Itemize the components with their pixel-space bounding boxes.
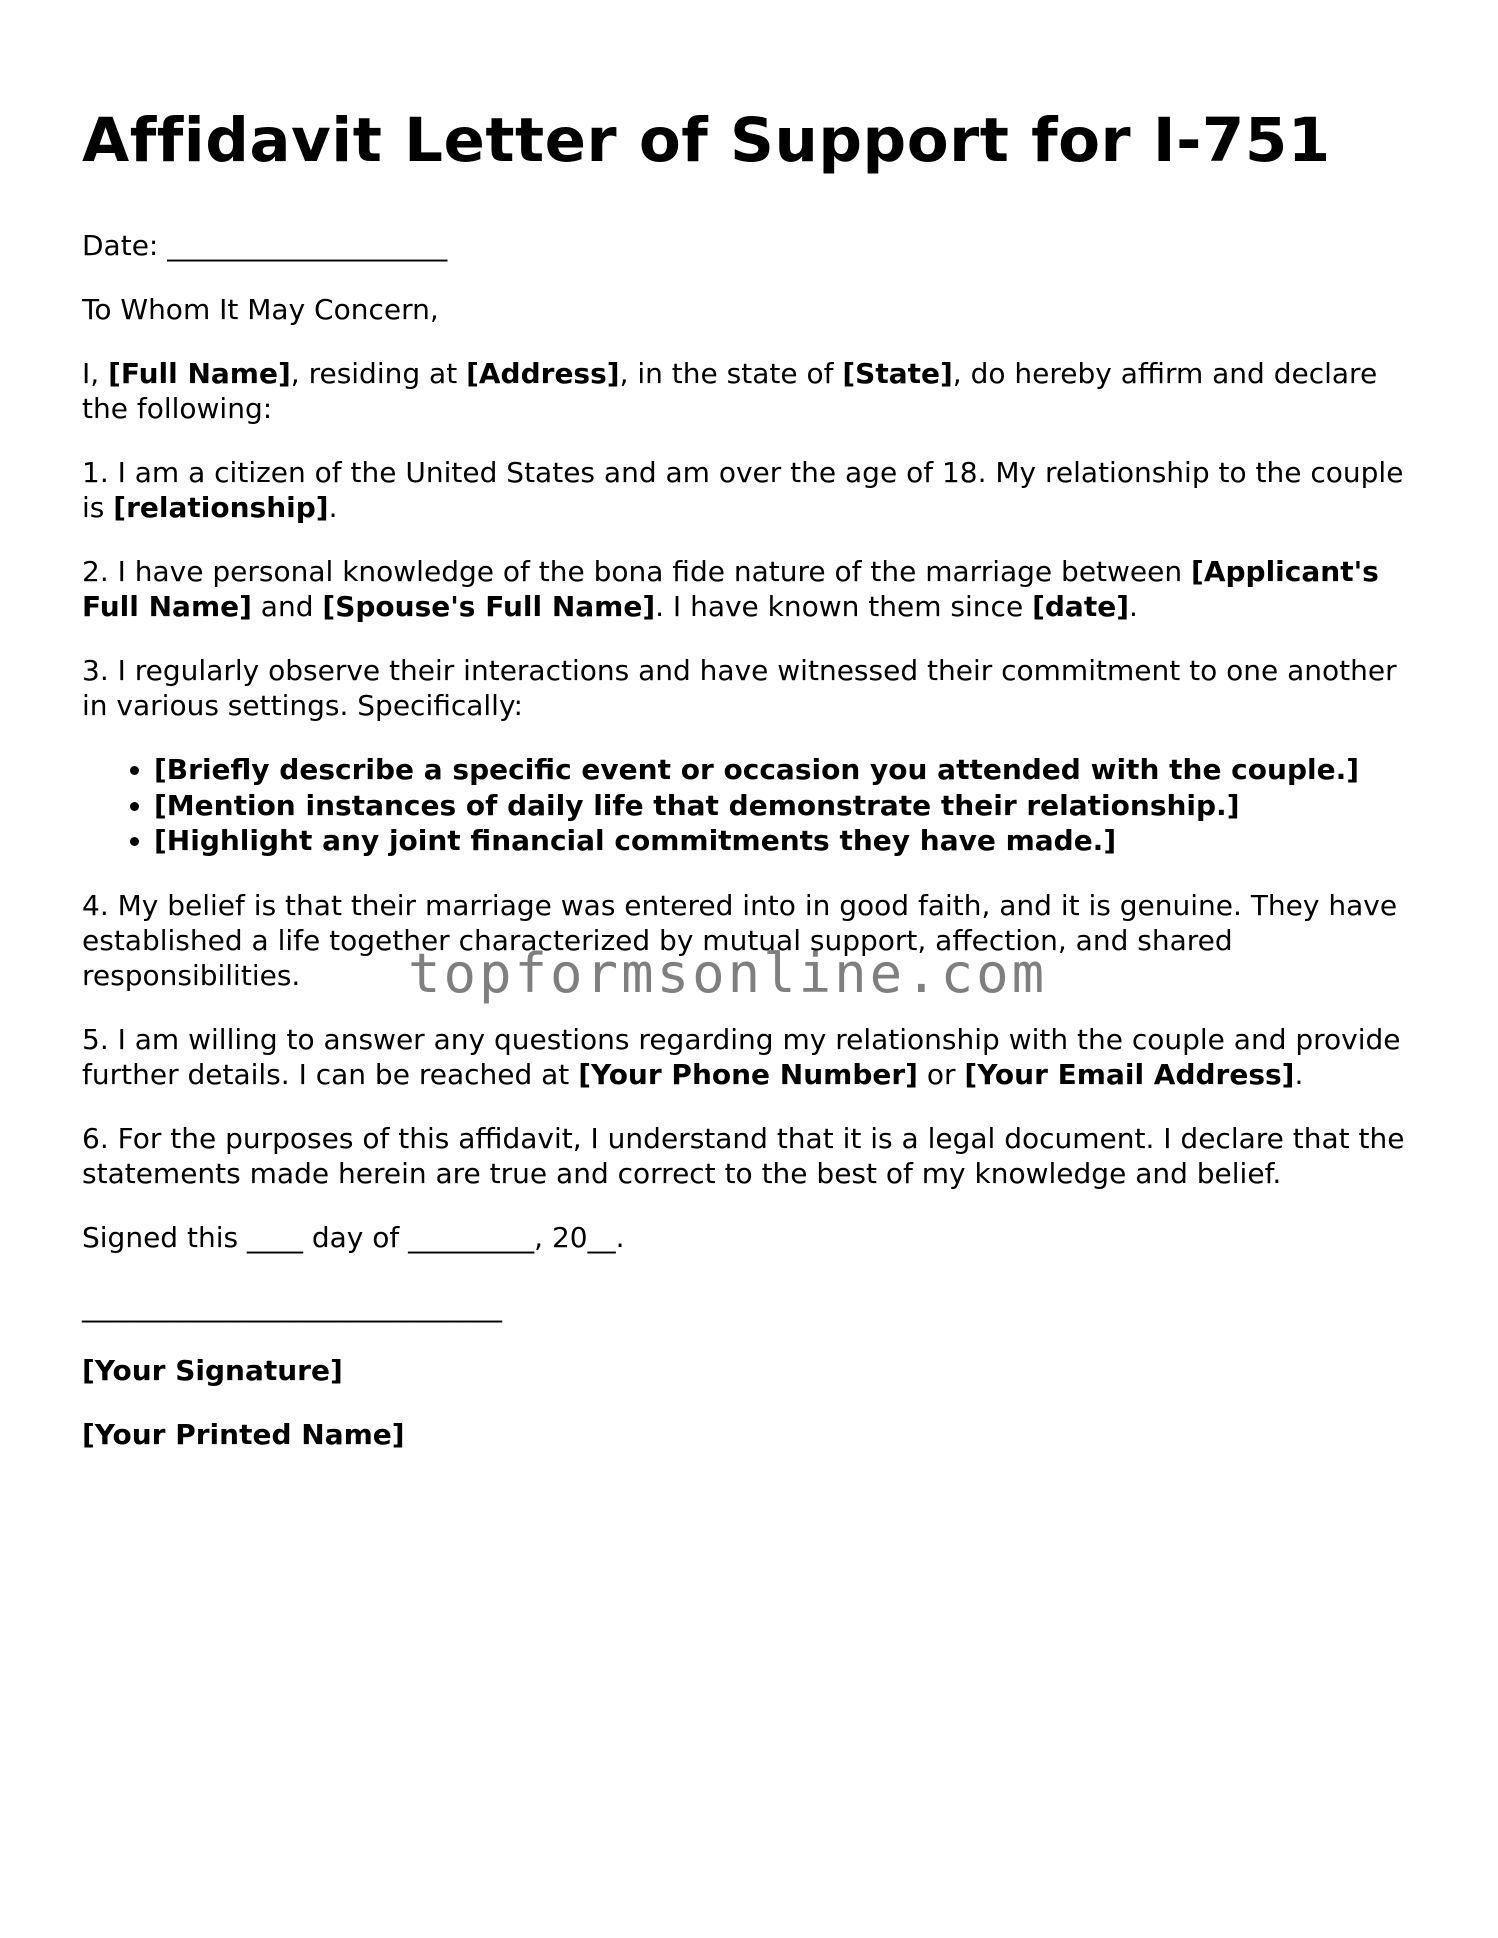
full-name-placeholder: [Full Name] xyxy=(108,357,291,390)
phone-placeholder: [Your Phone Number] xyxy=(578,1057,918,1091)
paragraph-1: 1. I am a citizen of the United States and am over the age of 18. My relationship to the couple is [relationship]. xyxy=(82,456,1404,524)
paragraph-3: 3. I regularly observe their interactions and have witnessed their commitment to one another in various settings. Specifically: xyxy=(82,654,1397,722)
signed-date-line: Signed this ____ day of _________, 20__. xyxy=(82,1220,625,1254)
state-placeholder: [State] xyxy=(842,357,953,390)
observation-list xyxy=(82,752,1422,859)
paragraph-5: 5. I am willing to answer any questions regarding my relationship with the couple and provide further details. I can be reached at [Your Phone Number] or [Your Email Address]. xyxy=(82,1022,1401,1091)
list-item: • [Mention instances of daily life that demonstrate their relationship.] xyxy=(154,788,1422,824)
watermark: topformsonline.com xyxy=(408,942,1048,1005)
address-placeholder: [Address] xyxy=(466,357,620,390)
document-page xyxy=(82,96,1422,1481)
applicant-name-placeholder: [Applicant's Full Name] xyxy=(82,555,1379,623)
intro-paragraph: I, [Full Name], residing at [Address], in the state of [State], do hereby affirm and declare the following: xyxy=(82,357,1378,425)
email-placeholder: [Your Email Address] xyxy=(964,1057,1295,1091)
printed-name-label: [Your Printed Name] xyxy=(82,1417,405,1451)
signature-label: [Your Signature] xyxy=(82,1353,343,1387)
paragraph-6: 6. For the purposes of this affidavit, I understand that it is a legal document. I declare that the statements made herein are true and correct to the best of my knowledge and belief. xyxy=(82,1121,1405,1190)
relationship-placeholder: [relationship] xyxy=(113,491,329,524)
known-since-date-placeholder: [date] xyxy=(1032,590,1129,623)
list-item: • [Briefly describe a specific event or occasion you attended with the couple.] xyxy=(154,752,1422,788)
list-item: • [Highlight any joint financial commitments they have made.] xyxy=(154,823,1422,859)
spouse-name-placeholder: [Spouse's Full Name] xyxy=(322,590,656,623)
document-title: Affidavit Letter of Support for I-751 xyxy=(82,105,1331,176)
date-line: Date: ____________________ xyxy=(82,229,448,262)
salutation: To Whom It May Concern, xyxy=(82,293,439,326)
paragraph-2: 2. I have personal knowledge of the bona fide nature of the marriage between [Applicant's Full Name] and [Spouse's Full Name]. I have known them since [date]. xyxy=(82,555,1379,623)
signature-line: ______________________________ xyxy=(82,1289,502,1323)
paragraph-4: 4. My belief is that their marriage was entered into in good faith, and it is genuine. They have established a life together characterized by mutual support, affection, and shared responsibilities. xyxy=(82,888,1398,992)
